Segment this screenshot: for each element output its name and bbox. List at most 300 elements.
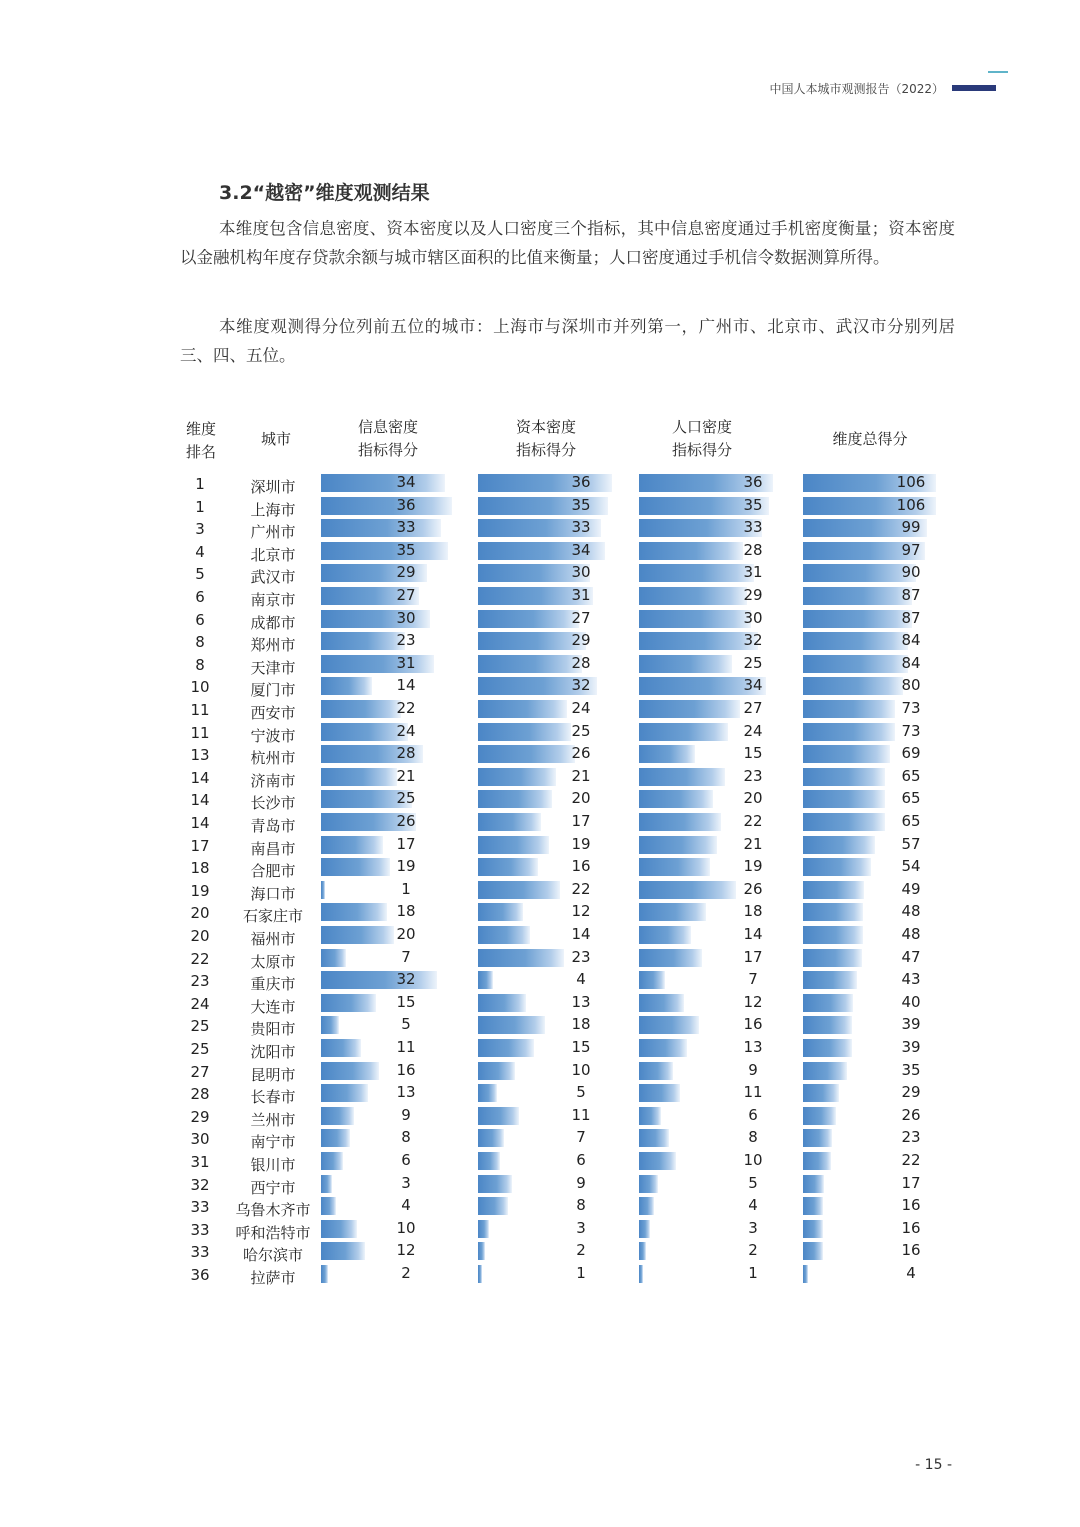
capital-score-bar <box>478 881 560 899</box>
capital-score-bar <box>478 1175 512 1193</box>
capital-score-value: 32 <box>571 676 591 695</box>
header-rank-line2: 排名 <box>185 443 216 461</box>
info-score-value: 2 <box>401 1264 411 1282</box>
row-rank: 24 <box>190 994 210 1013</box>
total-score-bar <box>803 1062 847 1080</box>
row-city: 广州市 <box>250 523 296 542</box>
info-score-value: 18 <box>396 902 416 921</box>
info-score-value: 13 <box>396 1083 416 1102</box>
population-score-value: 11 <box>743 1083 763 1102</box>
population-score-value: 21 <box>743 834 763 853</box>
info-score-value: 19 <box>396 857 416 876</box>
total-score-value: 84 <box>901 631 921 650</box>
population-score-bar <box>639 768 725 786</box>
population-score-bar <box>639 1129 669 1147</box>
total-score-value: 4 <box>906 1264 916 1282</box>
total-score-bar <box>803 1152 831 1170</box>
total-score-value: 35 <box>901 1060 921 1079</box>
info-score-bar <box>321 1016 339 1034</box>
total-score-bar <box>803 768 885 786</box>
population-score-value: 34 <box>743 676 763 695</box>
info-score-value: 15 <box>396 992 416 1011</box>
capital-score-value: 25 <box>571 721 591 740</box>
total-score-bar <box>803 971 857 989</box>
total-score-bar <box>803 1039 852 1057</box>
header-population-line2: 指标得分 <box>671 441 732 459</box>
population-score-bar <box>639 1242 646 1260</box>
info-score-value: 27 <box>396 586 416 604</box>
header-info-line2: 指标得分 <box>357 441 418 459</box>
capital-score-value: 28 <box>571 653 591 672</box>
population-score-value: 33 <box>743 518 763 537</box>
population-score-value: 13 <box>743 1038 763 1056</box>
row-rank: 20 <box>190 904 210 923</box>
row-rank: 20 <box>190 927 210 945</box>
total-score-value: 65 <box>901 766 921 785</box>
row-city: 拉萨市 <box>250 1269 296 1287</box>
population-score-value: 27 <box>743 699 763 717</box>
population-score-value: 26 <box>743 879 763 898</box>
info-score-value: 6 <box>401 1151 411 1169</box>
capital-score-bar <box>478 903 523 921</box>
capital-score-value: 15 <box>571 1038 591 1056</box>
info-score-bar <box>321 474 445 492</box>
row-city: 厦门市 <box>250 681 296 700</box>
capital-score-bar <box>478 1062 515 1080</box>
total-score-bar <box>803 949 862 967</box>
row-rank: 33 <box>190 1243 210 1262</box>
row-rank: 14 <box>190 791 210 810</box>
info-score-bar <box>321 1265 328 1283</box>
info-score-value: 10 <box>396 1218 416 1237</box>
capital-score-bar <box>478 1242 485 1260</box>
capital-score-value: 2 <box>576 1241 586 1260</box>
capital-score-bar <box>478 1084 497 1102</box>
total-score-bar <box>803 1197 823 1215</box>
row-city: 南宁市 <box>250 1133 296 1152</box>
row-rank: 11 <box>190 701 210 719</box>
population-score-value: 17 <box>743 947 763 966</box>
info-score-bar <box>321 1084 368 1102</box>
row-city: 杭州市 <box>250 749 296 768</box>
population-score-value: 7 <box>748 970 758 989</box>
row-city: 宁波市 <box>250 726 296 745</box>
page-number: - 15 - <box>915 1457 952 1473</box>
capital-score-bar <box>478 700 567 718</box>
info-score-bar <box>321 1039 361 1057</box>
info-score-bar <box>321 994 376 1012</box>
total-score-bar <box>803 723 895 741</box>
header-accent-bar <box>952 85 996 91</box>
row-rank: 5 <box>195 565 205 584</box>
population-score-value: 30 <box>743 608 763 627</box>
population-score-bar <box>639 542 743 560</box>
capital-score-value: 17 <box>571 812 591 830</box>
capital-score-value: 10 <box>571 1060 591 1079</box>
total-score-bar <box>803 813 885 831</box>
total-score-value: 84 <box>901 653 921 672</box>
capital-score-value: 19 <box>571 834 591 853</box>
info-score-bar <box>321 949 346 967</box>
total-score-value: 87 <box>901 586 921 604</box>
total-score-bar <box>803 858 871 876</box>
population-score-value: 22 <box>743 812 763 830</box>
info-score-bar <box>321 677 372 695</box>
info-score-value: 11 <box>396 1038 416 1056</box>
population-score-bar <box>639 836 717 854</box>
info-score-value: 35 <box>396 540 416 559</box>
total-score-value: 69 <box>901 744 921 763</box>
info-score-value: 30 <box>396 608 416 627</box>
capital-score-value: 33 <box>571 518 591 537</box>
total-score-value: 49 <box>901 879 921 898</box>
capital-score-bar <box>478 858 538 876</box>
row-city: 哈尔滨市 <box>242 1246 303 1265</box>
header-capital-line2: 指标得分 <box>515 441 576 459</box>
row-city: 北京市 <box>250 545 296 564</box>
row-rank: 14 <box>190 814 210 832</box>
info-score-value: 7 <box>401 947 411 966</box>
capital-score-bar <box>478 723 571 741</box>
capital-score-value: 30 <box>571 563 591 582</box>
total-score-value: 80 <box>901 676 921 695</box>
capital-score-bar <box>478 1197 508 1215</box>
total-score-value: 16 <box>901 1218 921 1237</box>
row-rank: 17 <box>190 836 210 855</box>
total-score-value: 73 <box>901 721 921 740</box>
section-title: 3.2“越密”维度观测结果 <box>219 182 430 204</box>
capital-score-value: 36 <box>571 473 591 491</box>
total-score-value: 106 <box>896 495 926 514</box>
total-score-value: 47 <box>901 947 921 966</box>
population-score-bar <box>639 1175 658 1193</box>
capital-score-value: 18 <box>571 1015 591 1034</box>
info-score-value: 26 <box>396 812 416 830</box>
info-score-value: 34 <box>396 473 416 491</box>
population-score-bar <box>639 1220 650 1238</box>
capital-score-value: 23 <box>571 947 591 966</box>
info-score-bar <box>321 903 387 921</box>
info-score-value: 16 <box>396 1060 416 1079</box>
row-rank: 33 <box>190 1198 210 1217</box>
capital-score-value: 11 <box>571 1105 591 1124</box>
capital-score-value: 31 <box>571 586 591 604</box>
row-rank: 8 <box>195 633 205 652</box>
total-score-bar <box>803 1016 852 1034</box>
header-total: 维度总得分 <box>832 430 908 448</box>
row-rank: 27 <box>190 1062 210 1081</box>
population-score-value: 36 <box>743 473 763 491</box>
total-score-bar <box>803 1220 823 1238</box>
total-score-bar <box>803 1242 823 1260</box>
row-city: 南京市 <box>250 591 296 609</box>
total-score-bar <box>803 1265 808 1283</box>
row-city: 成都市 <box>250 613 296 632</box>
population-score-bar <box>639 1265 643 1283</box>
row-rank: 31 <box>190 1153 210 1171</box>
population-score-bar <box>639 1197 654 1215</box>
population-score-bar <box>639 790 713 808</box>
total-score-value: 57 <box>901 834 921 853</box>
row-city: 济南市 <box>250 771 296 790</box>
total-score-bar <box>803 994 853 1012</box>
total-score-value: 23 <box>901 1128 921 1147</box>
info-score-bar <box>321 1220 357 1238</box>
row-rank: 6 <box>195 610 205 629</box>
total-score-bar <box>803 881 864 899</box>
capital-score-value: 7 <box>576 1128 586 1147</box>
total-score-value: 29 <box>901 1083 921 1102</box>
total-score-value: 40 <box>901 992 921 1011</box>
capital-score-value: 9 <box>576 1173 586 1192</box>
info-score-bar <box>321 1175 332 1193</box>
capital-score-bar <box>478 836 549 854</box>
row-rank: 18 <box>190 859 210 878</box>
population-score-value: 23 <box>743 766 763 785</box>
row-city: 兰州市 <box>250 1110 296 1129</box>
population-score-value: 31 <box>743 563 763 582</box>
info-score-value: 12 <box>396 1241 416 1260</box>
population-score-bar <box>639 858 710 876</box>
capital-score-bar <box>478 1039 534 1057</box>
row-rank: 6 <box>195 588 205 606</box>
population-score-value: 14 <box>743 925 763 943</box>
population-score-value: 3 <box>748 1218 758 1237</box>
row-city: 太原市 <box>250 952 296 971</box>
total-score-bar <box>803 903 863 921</box>
row-city: 天津市 <box>250 658 296 677</box>
population-score-value: 20 <box>743 789 763 808</box>
population-score-value: 12 <box>743 992 763 1011</box>
population-score-value: 4 <box>748 1196 758 1215</box>
population-score-bar <box>639 700 740 718</box>
total-score-value: 106 <box>896 473 926 491</box>
row-city: 贵阳市 <box>250 1020 296 1039</box>
capital-score-value: 20 <box>571 789 591 808</box>
population-score-value: 29 <box>743 586 763 604</box>
row-city: 沈阳市 <box>250 1043 296 1061</box>
row-rank: 33 <box>190 1220 210 1239</box>
capital-score-value: 21 <box>571 766 591 785</box>
info-score-value: 14 <box>396 676 416 695</box>
capital-score-value: 5 <box>576 1083 586 1102</box>
row-city: 西宁市 <box>250 1178 296 1197</box>
row-rank: 1 <box>195 475 205 493</box>
row-city: 重庆市 <box>250 975 296 994</box>
population-score-value: 24 <box>743 721 763 740</box>
row-rank: 14 <box>190 768 210 787</box>
row-rank: 1 <box>195 497 205 516</box>
capital-score-bar <box>478 813 541 831</box>
header-rank <box>178 418 224 464</box>
info-score-value: 4 <box>401 1196 411 1215</box>
total-score-bar <box>803 1175 824 1193</box>
population-score-bar <box>639 1084 680 1102</box>
population-score-bar <box>639 926 691 944</box>
population-score-bar <box>639 723 728 741</box>
capital-score-bar <box>478 1129 504 1147</box>
info-score-bar <box>321 858 390 876</box>
total-score-value: 17 <box>901 1173 921 1192</box>
row-city: 合肥市 <box>250 862 296 881</box>
row-rank: 29 <box>190 1107 210 1126</box>
info-score-value: 21 <box>396 766 416 785</box>
population-score-value: 9 <box>748 1060 758 1079</box>
capital-score-bar <box>478 1265 482 1283</box>
row-city: 呼和浩特市 <box>235 1223 311 1242</box>
info-score-bar <box>321 1129 350 1147</box>
population-score-value: 10 <box>743 1151 763 1169</box>
info-score-bar <box>321 926 394 944</box>
capital-score-bar <box>478 1152 500 1170</box>
population-score-value: 25 <box>743 653 763 672</box>
header-title: 中国人本城市观测报告（2022） <box>769 82 944 96</box>
total-score-value: 22 <box>901 1151 921 1169</box>
population-score-bar <box>639 903 706 921</box>
row-city: 青岛市 <box>250 817 296 835</box>
population-score-bar <box>639 1039 687 1057</box>
capital-score-value: 4 <box>576 970 586 989</box>
header-info-line1: 信息密度 <box>357 418 418 436</box>
population-score-bar <box>639 1152 676 1170</box>
population-score-value: 2 <box>748 1241 758 1260</box>
total-score-value: 99 <box>901 518 921 537</box>
population-score-bar <box>639 881 736 899</box>
header-capital-line1: 资本密度 <box>515 418 576 436</box>
total-score-value: 26 <box>901 1105 921 1124</box>
info-score-value: 28 <box>396 744 416 763</box>
info-score-value: 8 <box>401 1128 411 1147</box>
row-rank: 11 <box>190 723 210 742</box>
total-score-value: 39 <box>901 1038 921 1056</box>
capital-score-value: 16 <box>571 857 591 876</box>
capital-score-bar <box>478 949 564 967</box>
row-city: 银川市 <box>250 1156 296 1174</box>
info-score-value: 36 <box>396 495 416 514</box>
total-score-bar <box>803 1084 839 1102</box>
total-score-bar <box>803 677 903 695</box>
info-score-value: 9 <box>401 1105 411 1124</box>
row-city: 西安市 <box>250 704 296 722</box>
info-score-value: 24 <box>396 721 416 740</box>
info-score-bar <box>321 1152 343 1170</box>
population-score-bar <box>639 813 721 831</box>
row-rank: 22 <box>190 949 210 968</box>
population-score-value: 32 <box>743 631 763 650</box>
row-rank: 19 <box>190 881 210 900</box>
population-score-bar <box>639 949 702 967</box>
row-city: 昆明市 <box>250 1065 296 1084</box>
population-score-value: 16 <box>743 1015 763 1034</box>
info-score-value: 33 <box>396 518 416 537</box>
info-score-value: 29 <box>396 563 416 582</box>
info-score-value: 22 <box>396 699 416 717</box>
population-score-value: 6 <box>748 1105 758 1124</box>
info-score-bar <box>321 1062 379 1080</box>
row-city: 石家庄市 <box>242 907 303 926</box>
capital-score-value: 6 <box>576 1151 586 1169</box>
population-score-bar <box>639 655 732 673</box>
capital-score-bar <box>478 1220 489 1238</box>
row-rank: 30 <box>190 1130 210 1149</box>
total-score-bar <box>803 745 890 763</box>
total-score-bar <box>803 926 863 944</box>
total-score-bar <box>803 1129 832 1147</box>
capital-score-value: 14 <box>571 925 591 943</box>
total-score-bar <box>803 700 895 718</box>
total-score-bar <box>803 1107 836 1125</box>
total-score-value: 90 <box>901 563 921 582</box>
row-rank: 25 <box>190 1017 210 1036</box>
population-score-bar <box>639 587 747 605</box>
info-score-value: 1 <box>401 879 411 898</box>
total-score-value: 65 <box>901 789 921 808</box>
row-city: 长沙市 <box>250 794 296 813</box>
capital-score-value: 1 <box>576 1264 586 1282</box>
row-city: 乌鲁木齐市 <box>235 1201 311 1220</box>
capital-score-bar <box>478 971 493 989</box>
total-score-value: 16 <box>901 1196 921 1215</box>
population-score-bar <box>639 971 665 989</box>
population-score-value: 15 <box>743 744 763 763</box>
capital-score-bar <box>478 926 530 944</box>
row-city: 武汉市 <box>250 568 296 587</box>
row-city: 福州市 <box>250 930 296 948</box>
total-score-value: 65 <box>901 812 921 830</box>
row-rank: 4 <box>195 542 205 561</box>
total-score-value: 39 <box>901 1015 921 1034</box>
row-rank: 8 <box>195 655 205 674</box>
info-score-bar <box>321 1197 336 1215</box>
capital-score-bar <box>478 1107 519 1125</box>
info-score-bar <box>321 1242 365 1260</box>
capital-score-value: 27 <box>571 608 591 627</box>
capital-score-value: 29 <box>571 631 591 650</box>
row-rank: 28 <box>190 1085 210 1104</box>
info-score-bar <box>321 881 325 899</box>
row-city: 大连市 <box>250 997 296 1016</box>
total-score-value: 48 <box>901 925 921 943</box>
row-city: 长春市 <box>250 1088 296 1107</box>
total-score-value: 97 <box>901 540 921 559</box>
total-score-value: 87 <box>901 608 921 627</box>
population-score-bar <box>639 1062 673 1080</box>
row-rank: 3 <box>195 520 205 539</box>
row-city: 上海市 <box>250 500 296 519</box>
capital-score-value: 8 <box>576 1196 586 1215</box>
row-city: 郑州市 <box>250 636 296 655</box>
header-rank-line1: 维度 <box>185 420 216 438</box>
row-rank: 10 <box>190 678 210 697</box>
info-score-bar <box>321 542 448 560</box>
population-score-value: 35 <box>743 495 763 514</box>
info-score-value: 32 <box>396 970 416 989</box>
total-score-value: 16 <box>901 1241 921 1260</box>
total-score-value: 54 <box>901 857 921 876</box>
population-score-bar <box>639 1107 661 1125</box>
total-score-value: 73 <box>901 699 921 717</box>
capital-score-value: 3 <box>576 1218 586 1237</box>
info-score-value: 20 <box>396 925 416 943</box>
capital-score-value: 24 <box>571 699 591 717</box>
capital-score-bar <box>478 1016 545 1034</box>
capital-score-bar <box>478 768 556 786</box>
capital-score-value: 13 <box>571 992 591 1011</box>
intro-paragraph: 本维度包含信息密度、资本密度以及人口密度三个指标，其中信息密度通过手机密度衡量；资本密度以金融机构年度存贷款余额与城市辖区面积的比值来衡量；人口密度通过手机信令数据测算所得。 <box>180 219 955 267</box>
info-score-value: 23 <box>396 631 416 650</box>
capital-score-value: 12 <box>571 902 591 921</box>
row-city: 深圳市 <box>250 478 296 496</box>
